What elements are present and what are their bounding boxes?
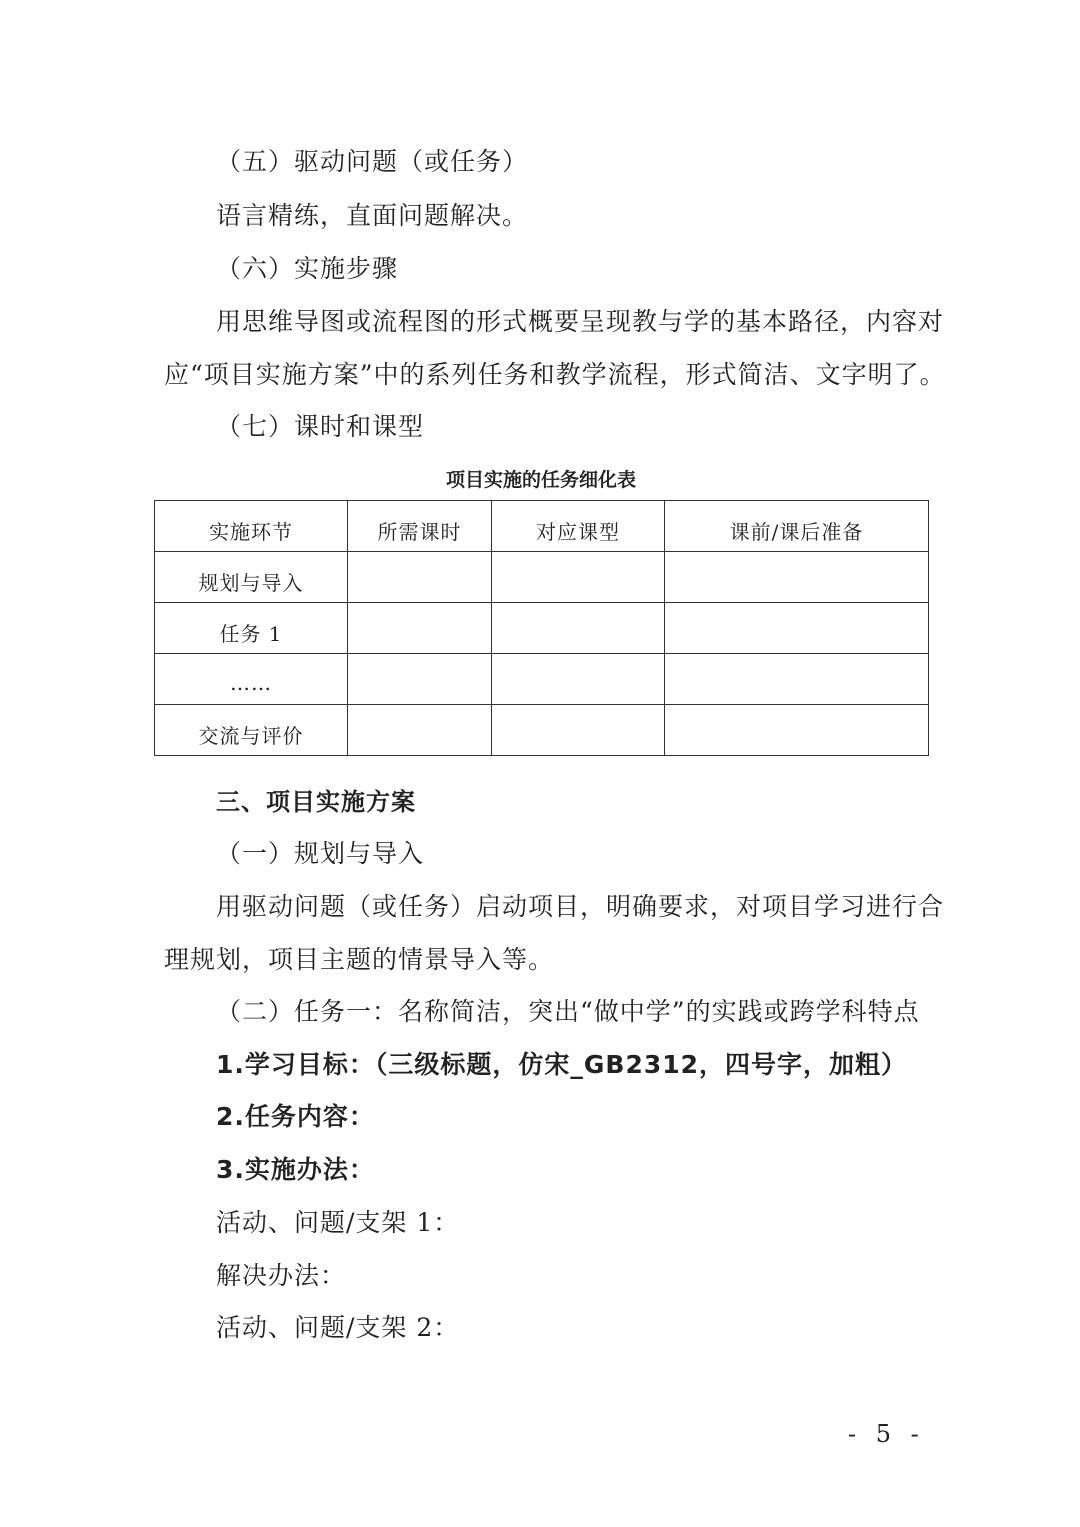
paragraph-planning-line1: 用驱动问题（或任务）启动项目，明确要求，对项目学习进行合: [216, 892, 945, 921]
table-cell: [492, 654, 665, 705]
item-learning-goals: 1.学习目标：（三级标题，仿宋_GB2312，四号字，加粗）: [216, 1050, 908, 1079]
page-number: - 5 -: [848, 1420, 925, 1448]
solution-1: 解决办法：: [216, 1261, 347, 1290]
table-cell: [665, 654, 929, 705]
paragraph-driving-question: 语言精练，直面问题解决。: [216, 201, 529, 230]
activity-2: 活动、问题/支架 2：: [216, 1313, 460, 1342]
heading-task-one: （二）任务一：名称简洁，突出“做中学”的实践或跨学科特点: [216, 997, 920, 1026]
table-cell: 规划与导入: [155, 552, 348, 603]
table-header-row: [155, 501, 929, 552]
item-task-content: 2.任务内容：: [216, 1102, 375, 1131]
heading-implementation-steps: （六）实施步骤: [216, 254, 399, 283]
section-title: 三、项目实施方案: [216, 788, 416, 816]
heading-planning-intro: （一）规划与导入: [216, 839, 425, 868]
table-header-cell: 所需课时: [348, 501, 492, 552]
table-cell: [348, 603, 492, 654]
table-cell: [492, 705, 665, 756]
table-cell: [348, 552, 492, 603]
table-row: [155, 552, 929, 603]
table-cell: 交流与评价: [155, 705, 348, 756]
paragraph-steps-line2: 应“项目实施方案”中的系列任务和教学流程，形式简洁、文字明了。: [164, 360, 946, 389]
table-cell: [665, 552, 929, 603]
table-cell: [348, 654, 492, 705]
table-header-cell: 实施环节: [155, 501, 348, 552]
heading-driving-question: （五）驱动问题（或任务）: [216, 147, 529, 176]
paragraph-planning-line2: 理规划，项目主题的情景导入等。: [164, 945, 555, 974]
table-header-cell: 课前/课后准备: [665, 501, 929, 552]
table-cell: [665, 603, 929, 654]
table-row: [155, 603, 929, 654]
table-header-cell: 对应课型: [492, 501, 665, 552]
table-cell: [492, 603, 665, 654]
table-row: [155, 705, 929, 756]
table-cell: [348, 705, 492, 756]
table-cell: ……: [155, 654, 348, 705]
paragraph-steps-line1: 用思维导图或流程图的形式概要呈现教与学的基本路径，内容对: [216, 307, 945, 336]
table-cell: 任务 1: [155, 603, 348, 654]
item-implementation-method: 3.实施办法：: [216, 1155, 375, 1184]
table-cell: [665, 705, 929, 756]
heading-class-hours: （七）课时和课型: [216, 412, 425, 441]
activity-1: 活动、问题/支架 1：: [216, 1208, 460, 1237]
table-cell: [492, 552, 665, 603]
task-breakdown-table: [154, 500, 929, 756]
table-row: [155, 654, 929, 705]
table-caption: 项目实施的任务细化表: [445, 469, 636, 491]
